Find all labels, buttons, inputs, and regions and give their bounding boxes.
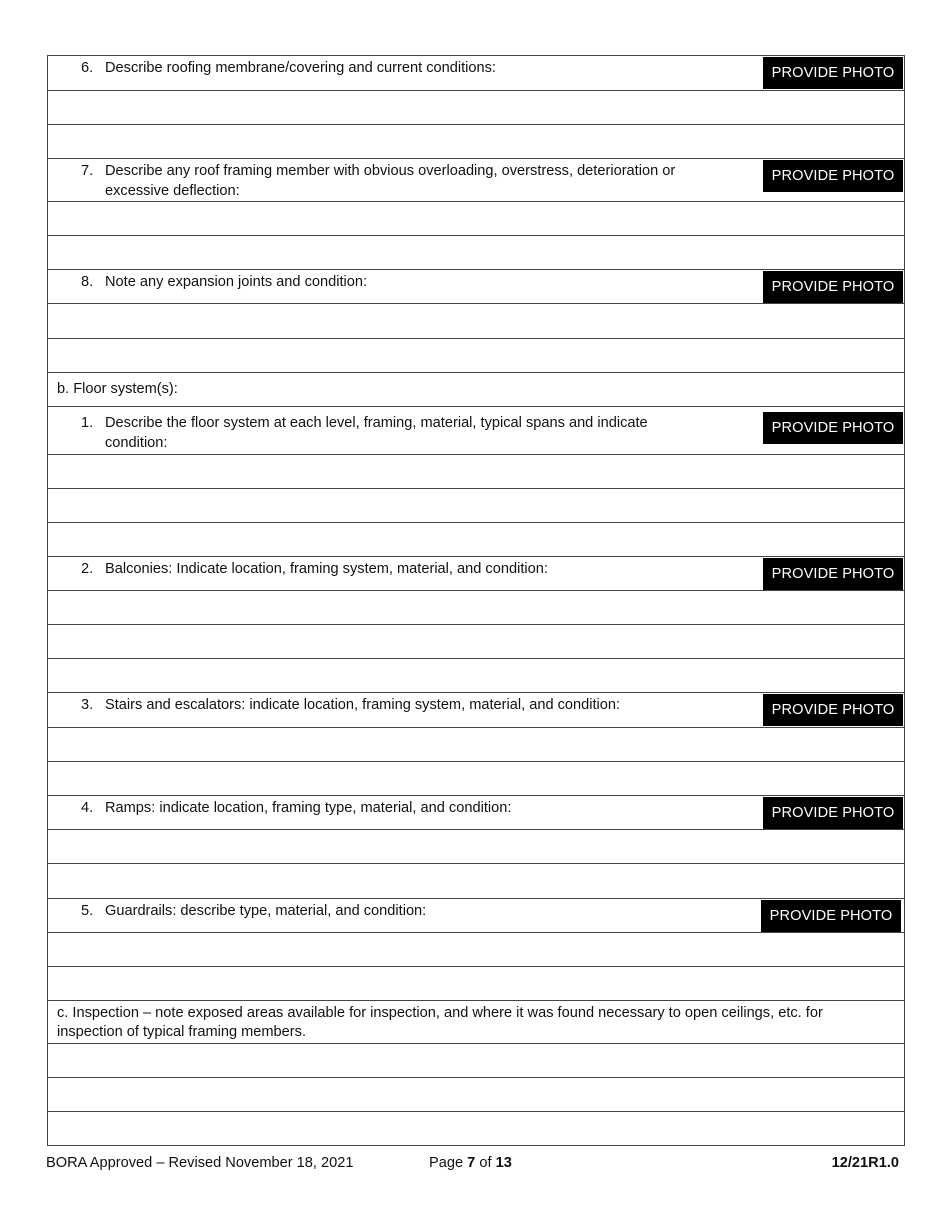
section-heading-inspection [48,1001,904,1044]
page-footer [46,1152,899,1174]
provide-photo-button[interactable]: PROVIDE PHOTO [761,900,901,932]
question-number: 5. [81,903,94,919]
answer-line[interactable] [48,933,904,967]
question-row-floor-5 [48,899,904,933]
provide-photo-button[interactable]: PROVIDE PHOTO [763,271,903,303]
provide-photo-button[interactable]: PROVIDE PHOTO [763,160,903,192]
answer-line[interactable] [48,523,904,557]
provide-photo-button[interactable]: PROVIDE PHOTO [763,412,903,444]
question-number: 6. [81,60,94,76]
answer-line[interactable] [48,339,904,373]
question-text: Describe any roof framing member with obvious overloading, overstress, deterioration or excessive deflection: [105,163,676,199]
answer-line[interactable] [48,304,904,339]
question-number: 3. [81,697,94,713]
provide-photo-button[interactable]: PROVIDE PHOTO [763,694,903,726]
question-text: Guardrails: describe type, material, and condition: [105,903,427,919]
question-text: Describe roofing membrane/covering and current conditions: [105,60,496,76]
provide-photo-button[interactable]: PROVIDE PHOTO [763,57,903,89]
question-text: Describe the floor system at each level, framing, material, typical spans and indicate condition: [105,415,648,451]
question-number: 1. [81,415,94,431]
answer-line[interactable] [48,1112,904,1146]
answer-line[interactable] [48,659,904,693]
answer-line[interactable] [48,762,904,796]
question-row-floor-2 [48,557,904,591]
question-number: 7. [81,163,94,179]
answer-line[interactable] [48,236,904,270]
provide-photo-button[interactable]: PROVIDE PHOTO [763,797,903,829]
form-code: 12/21R1.0 [831,1155,899,1171]
page-number [429,1152,512,1174]
question-number: 2. [81,561,94,577]
section-heading-floor [48,373,904,407]
question-text: Stairs and escalators: indicate location, framing system, material, and condition: [105,697,621,713]
answer-line[interactable] [48,728,904,762]
answer-line[interactable] [48,625,904,659]
inspection-form [47,55,905,1146]
answer-line[interactable] [48,489,904,523]
answer-line[interactable] [48,202,904,236]
page-of: of [479,1155,492,1171]
page-prefix: Page [429,1155,464,1171]
question-row-roof-8 [48,270,904,304]
answer-line[interactable] [48,830,904,864]
provide-photo-button[interactable]: PROVIDE PHOTO [763,558,903,590]
answer-line[interactable] [48,1044,904,1078]
footer-revision: BORA Approved – Revised November 18, 2021 [46,1155,354,1171]
answer-line[interactable] [48,967,904,1001]
question-row-floor-3 [48,693,904,728]
question-row-floor-4 [48,796,904,830]
answer-line[interactable] [48,455,904,489]
question-row-roof-7 [48,159,904,202]
question-text: Balconies: Indicate location, framing system, material, and condition: [105,561,548,577]
question-text: Ramps: indicate location, framing type, material, and condition: [105,800,512,816]
question-row-roof-6 [48,56,904,91]
page-current: 7 [467,1155,476,1171]
answer-line[interactable] [48,864,904,899]
question-row-floor-1 [48,407,904,455]
answer-line[interactable] [48,1078,904,1112]
answer-line[interactable] [48,125,904,159]
page-total: 13 [495,1155,512,1171]
section-heading-text: b. Floor system(s): [57,381,178,397]
question-number: 8. [81,274,94,290]
question-number: 4. [81,800,94,816]
question-text: Note any expansion joints and condition: [105,274,368,290]
answer-line[interactable] [48,591,904,625]
answer-line[interactable] [48,91,904,125]
inspection-text: c. Inspection – note exposed areas available for inspection, and where it was found necessary to open ceilings, etc. for inspection of typical framing members. [57,1005,823,1040]
